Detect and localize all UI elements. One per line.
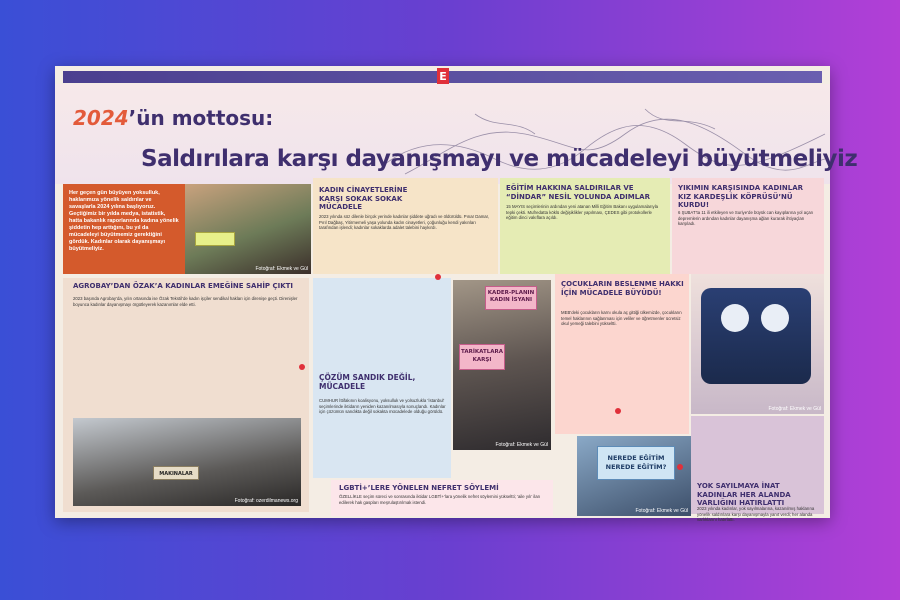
section-earthquake <box>672 178 824 274</box>
section-title: ÇÖZÜM SANDIK DEĞİL, MÜCADELE <box>319 373 416 391</box>
intro-text: Her geçen gün büyüyen yoksulluk, haklarımıza yönelik saldırılar ve savaşlarla 2024 yılına başlıyoruz. Geçtiğimiz bir yılda medya, istatistik, hatta bakanlık raporlarında kadına yönelik şiddetin hep arttığını, bu yıl da mücadeleyi büyütmemiz gerektiğini gördük. Kadınlar olarak dayanışmayı büyütmeliyiz. <box>69 190 179 252</box>
earthquake-photo <box>691 274 824 414</box>
protest-sign <box>195 232 235 246</box>
section-body: 6 ŞUBAT’ta 11 ili etkileyen ve Suriye’de büyük can kayıplarına yol açan depremlerin ardından kadınlar dayanışma ağları kurarak ihtiyaçları karşıladı. <box>678 210 814 227</box>
section-body: 2023 yılında söz dilenle birçok yerinde kadınlar şiddete uğradı ve öldürüldü. Pınar Damar, Pırıl Dağbaş, Yitirmemeli yaşa yolunda kadın cinayetleri, çoğunluğu kendi yakınları tarafından işlendi; kadınlar sokaklarda adalet talebini haykırdı. <box>319 214 490 231</box>
section-title: YOK SAYILMAYA İNAT KADINLAR HER ALANDA VARLIĞINI HATIRLATTI <box>697 482 791 507</box>
section-body: 2023 başında Agrobay’da, yılın ortasında ise Özak Tekstil’de kadın işçiler sendikal hakları için direnişe geçti. Direnişler boyunca kadınlar dayanışmayı örgütleyerek kazanımlar elde etti. <box>73 296 298 307</box>
photo-credit: Fotoğraf: Ekmek ve Gül <box>495 442 548 448</box>
protest-sign: TARİKATLARA KARŞI <box>459 344 505 370</box>
sign-text: KADER-PLANIN <box>487 290 535 296</box>
portrait-circle <box>721 304 749 332</box>
pin-icon <box>299 364 305 370</box>
section-femicide <box>313 178 498 274</box>
section-body: MEB’deki çocukların karnı okula aç gittiği ülkemizde, çocukların temel haklarının sağlanması için veliler ve öğretmenler ücretsiz okul yemeği talebini yükseltti. <box>561 310 682 327</box>
headline-kicker <box>73 106 273 130</box>
section-title: LGBTİ+’LERE YÖNELEN NEFRET SÖYLEMİ <box>339 484 499 492</box>
section-title: AGROBAY’DAN ÖZAK’A KADINLAR EMEĞİNE SAHİP ÇIKTI <box>73 282 294 290</box>
section-title: KADIN CİNAYETLERİNE KARŞI SOKAK SOKAK MÜCADELE <box>319 186 408 211</box>
protest-banner <box>701 288 811 384</box>
section-education <box>500 178 670 274</box>
pin-icon <box>435 274 441 280</box>
pin-icon <box>677 464 683 470</box>
section-body: 15 MAYIS seçimlerinin ardından yeni atanan Milli Eğitim Bakanı uygulamalarıyla tepki çekti. Mufredatta köklü değişiklikler yapılması, ÇEDES gibi protokollerle eğitim dinci vakıflara açıldı. <box>506 204 659 221</box>
protest-sign <box>485 286 537 310</box>
section-nutrition <box>555 274 689 434</box>
section-title: EĞİTİM HAKKINA SALDIRILAR VE “DİNDAR” NESİL YOLUNDA ADIMLAR <box>506 184 650 201</box>
section-lgbti <box>331 480 553 516</box>
section-title: ÇOCUKLARIN BESLENME HAKKI İÇİN MÜCADELE BÜYÜDÜ! <box>561 280 684 297</box>
kicker-rest: ’ün mottosu: <box>128 106 274 130</box>
section-ballot <box>313 278 451 478</box>
joined-hands-illustration <box>385 104 825 184</box>
section-body: CUMHUR İttifakının koalisyonu, yoksulluk ve yolsuzlukla ‘İstanbul’ seçimlerinde iktidarın yeniden kazanılmasıyla sonuçlandı. Kadınlar için çözümün sandıkta değil sokakta mücadelede olduğu görüldü. <box>319 398 446 415</box>
workers-photo <box>73 418 301 506</box>
section-body: 2023 yılında kadınlar, yok sayılmalarına, kazanılmış haklarına yönelik saldırılara karşı dayanışmayla yanıt verdi; her alanda varlıklarını hatırlattı. <box>697 506 815 523</box>
ballot-protest-photo <box>453 280 551 450</box>
portrait-circle <box>761 304 789 332</box>
photo-credit: Fotoğraf: ozerdilmanews.org <box>234 498 298 504</box>
photo-credit: Fotoğraf: Ekmek ve Gül <box>768 406 821 412</box>
main-headline: Saldırılara karşı dayanışmayı ve mücadeleyi büyütmeliyiz <box>141 146 858 172</box>
photo-credit: Fotoğraf: Ekmek ve Gül <box>255 266 308 272</box>
sign-text: KADIN İSYANI <box>489 297 533 303</box>
section-title: YIKIMIN KARŞISINDA KADINLAR KIZ KARDEŞLİK KÖPRÜSÜ’NÜ KURDU! <box>678 184 803 209</box>
photo-credit: Fotoğraf: Ekmek ve Gül <box>635 508 688 514</box>
protest-sign: NEREDE EĞİTİM NEREDE EĞİTİM? <box>597 446 675 480</box>
logo-letter: E <box>439 70 447 83</box>
section-visibility <box>691 416 824 514</box>
pin-icon <box>615 408 621 414</box>
magazine-spread <box>55 66 858 523</box>
section-body: ÖZELLİKLE seçim süreci ve sonrasında iktidar LGBTİ+’lara yönelik nefret söylemini yükseltti; ‘aile yılı’ ilan edilerek hak gaspları meşrulaştırılmak istendi. <box>339 494 541 505</box>
headline-area <box>55 84 858 184</box>
protest-sign: MAKINALAR <box>153 466 199 480</box>
education-protest-photo <box>577 436 691 516</box>
kicker-year: 2024 <box>73 106 129 130</box>
intro-paragraph <box>63 184 185 274</box>
street-photo-1 <box>185 184 311 274</box>
